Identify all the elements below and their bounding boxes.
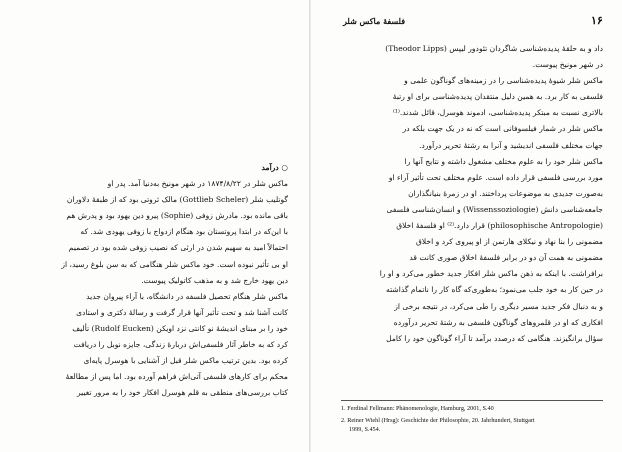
text-line: (philosophische Antropologie) قرار دارد.⁽²⁾ او فلسفهٔ اخلاق [396,221,603,231]
footnote-2-continued: 1999, S.454. [349,426,381,433]
text-line: کرد که به خاطر آثار فلسفی‌اش دربارهٔ زندگی، جایزه نوبل را دریافت [73,340,288,350]
text-line: ماکس شلر هنگام تحصیل فلسفه در دانشگاه، با آراء پیروان جدید [86,291,288,301]
text-line: با این‌که در ابتدا پروتستان بود هنگام ازدواج با زوفی یهودی شد. که [80,227,288,237]
text-line: بالاتری نسبت به مبتکر پدیده‌شناسی، ادموند هوسرل، قائل شدند.⁽¹⁾ [393,108,603,118]
text-line: جامعه‌شناسی دانش (Wissenssoziologie) و انسان‌شناسی فلسفی [386,204,603,214]
text-line: ماکس شلر در ۱۸۷۴/۸/۲۲ در شهر مونیخ به‌دنیا آمد. پدر او [107,179,288,189]
text-line: او بی تأثیر نبوده است. خود ماکس شلر هنگامی که به سن بلوغ رسید، از [61,259,288,269]
text-line: مضمونی به همت آن دو در برابر فلسفهٔ اخلاق صوری کانت قد [409,253,603,263]
text-line: افکاری که او در قلمروهای گوناگون فلسفی به رشتهٔ تحریر درآورده [393,317,603,327]
text-line: خود را بر مبنای اندیشهٔ نو کانتی نزد اویکن (Rudolf Eucken) تألیف [72,323,288,333]
footnote-1: 1. Ferdinal Fellmann: Phänomenologie, Hamburg, 2001, S.40 [341,405,494,412]
text-line: در شهر مونیخ پیوست. [532,60,603,70]
text-line: کتاب بررسی‌های منطقی به قلم هوسرل افکار خود را به مرور تغییر [76,388,288,398]
text-line: کرده بود. بدین ترتیب ماکس شلر قبل از آشنایی با هوسرل پایه‌ای [83,356,288,366]
text-line: به‌صورت جدیدی به موضوعات پرداختند. او در زمرهٔ بنیانگذاران [408,188,603,198]
left-body-text [20,160,288,401]
right-body-text [327,41,603,347]
running-title: فلسفهٔ ماکس شلر [343,16,406,26]
text-line: سؤال برانگیزند. هنگامی که درصدد برآمد تا آراء گوناگون خود را کامل [386,333,603,343]
text-line: محکم برای کارهای فلسفی آتی‌اش فراهم آورده بود. اما پس از مطالعهٔ [65,372,288,382]
text-line: جهات مختلف فلسفی اندیشید و آنرا به رشتهٔ تحریر درآورد. [418,140,603,150]
text-line: باقی مانده بود. مادرش زوفی (Sophie) پیرو دین یهود بود و پدرش هم [66,211,288,221]
text-line: فلسفی به کار برد. به همین دلیل منتقدان پدیده‌شناسی برای او رتبهٔ [392,92,603,102]
footnote-divider [341,400,603,401]
page-number: ۱۶ [591,14,603,27]
text-line: برافراشت. با اینکه به ذهن ماکس شلر افکار جدید خطور می‌کرد و او را [379,269,603,279]
text-line: کانت آشنا شد و تحت تأثیر آنها قرار گرفت و رسالهٔ دکتری و استادی [76,307,288,317]
text-line: ماکس شلر خود را به علوم مختلف مشغول داشته و نتایج آنها را [404,156,603,166]
footnote-2: 2. Reiner Wiehl (Hrsg): Geschichte der Philosophie, 20. Jahrhundert, Stuttgart [341,417,535,424]
text-line: و به دنبال فکر جدید مسیر دیگری را طی می‌کرد، در نتیجه برخی از [394,301,603,311]
section-heading: ○ درآمد [261,163,288,172]
text-line: مضمونی را بنا نهاد و نیکلای هارتمن از او پیروی کرد و اخلاق [415,237,603,247]
text-line: در حین کار به خود جلب می‌نمود؛ به‌طوری‌که گاه کار را ناتمام گذاشته [386,285,603,295]
text-line: مورد بررسی فلسفی قرار داده است. علوم مختلف تحت تأثیر آراء او [388,172,603,182]
text-line: داد و به حلقهٔ پدیده‌شناسی شاگردان تئودور لیپس (Theodor Lipps) [385,44,603,53]
text-line: گوتلیب شلر (Gottlieb Scheler) مالک ثروتی بود که از طبقهٔ دلاوران [66,195,288,205]
text-line: ماکس شلر در شمار فیلسوفانی است که نه در یک جهت بلکه در [402,124,603,134]
right-page [311,0,622,452]
text-line: احتمالاً امید به سهیم شدن در ارثی که نصیب زوفی شده بود در تصمیم [68,243,288,253]
text-line: ماکس شلر شیوهٔ پدیده‌شناسی را در زمینه‌های گوناگون علمی و [404,76,603,86]
text-line: دین یهود خارج شد و به مذهب کاتولیک پیوست. [141,275,288,285]
